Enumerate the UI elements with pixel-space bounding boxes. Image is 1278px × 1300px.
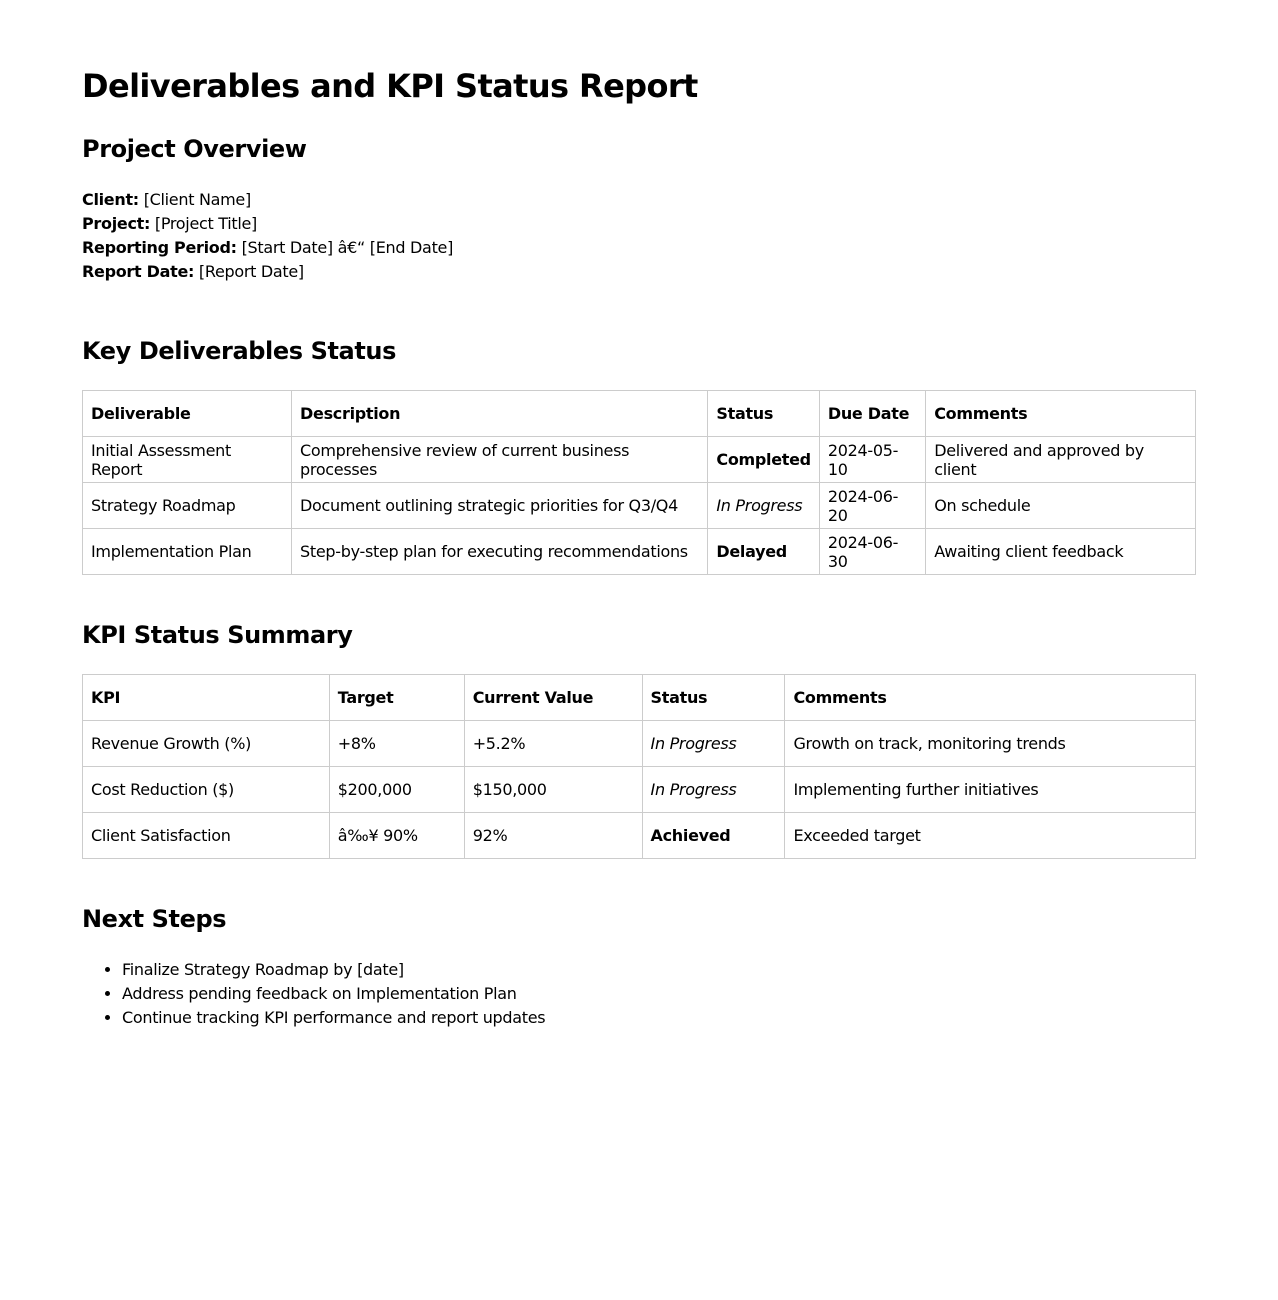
column-header-status: Status [708, 391, 819, 437]
field-value: [Project Title] [154, 214, 257, 233]
cell-comments: Delivered and approved by client [926, 437, 1196, 483]
overview-reporting-period [82, 236, 1196, 260]
column-header-status: Status [642, 675, 785, 721]
list-item: • Address pending feedback on Implementation Plan [122, 982, 1196, 1006]
kpi-table [82, 674, 1196, 859]
next-steps-list [82, 958, 1196, 1030]
cell-deliverable: Initial Assessment Report [83, 437, 292, 483]
table-row [83, 437, 1196, 483]
field-value: [Client Name] [143, 190, 251, 209]
cell-current-value: 92% [464, 813, 642, 859]
overview-client [82, 188, 1196, 212]
section-heading-kpi-summary: KPI Status Summary [82, 621, 353, 649]
cell-comments: Growth on track, monitoring trends [785, 721, 1196, 767]
cell-kpi: Client Satisfaction [83, 813, 330, 859]
cell-kpi: Cost Reduction ($) [83, 767, 330, 813]
cell-comments: Implementing further initiatives [785, 767, 1196, 813]
column-header-due-date: Due Date [819, 391, 925, 437]
table-header-row [83, 675, 1196, 721]
cell-target: +8% [329, 721, 464, 767]
status-badge: In Progress [642, 721, 785, 767]
field-label: Project: [82, 214, 151, 233]
overview-report-date [82, 260, 1196, 284]
cell-description: Comprehensive review of current business processes [292, 437, 708, 483]
cell-description: Document outlining strategic priorities for Q3/Q4 [292, 483, 708, 529]
table-row [83, 813, 1196, 859]
cell-deliverable: Strategy Roadmap [83, 483, 292, 529]
field-label: Report Date: [82, 262, 195, 281]
column-header-deliverable: Deliverable [83, 391, 292, 437]
status-badge: In Progress [642, 767, 785, 813]
section-heading-deliverables: Key Deliverables Status [82, 337, 396, 365]
field-value: [Start Date] â€“ [End Date] [241, 238, 454, 257]
field-label: Client: [82, 190, 139, 209]
column-header-target: Target [329, 675, 464, 721]
cell-current-value: $150,000 [464, 767, 642, 813]
project-overview [82, 188, 1196, 284]
status-badge: Delayed [708, 529, 819, 575]
table-row [83, 767, 1196, 813]
column-header-comments: Comments [785, 675, 1196, 721]
page-title: Deliverables and KPI Status Report [82, 67, 698, 105]
section-heading-next-steps: Next Steps [82, 905, 227, 933]
column-header-kpi: KPI [83, 675, 330, 721]
status-badge: Achieved [642, 813, 785, 859]
cell-comments: On schedule [926, 483, 1196, 529]
section-heading-project-overview: Project Overview [82, 135, 307, 163]
cell-target: â‰¥ 90% [329, 813, 464, 859]
cell-current-value: +5.2% [464, 721, 642, 767]
cell-due-date: 2024-06-30 [819, 529, 925, 575]
table-row [83, 483, 1196, 529]
status-badge: Completed [708, 437, 819, 483]
cell-due-date: 2024-06-20 [819, 483, 925, 529]
cell-due-date: 2024-05-10 [819, 437, 925, 483]
column-header-comments: Comments [926, 391, 1196, 437]
list-item: • Continue tracking KPI performance and report updates [122, 1006, 1196, 1030]
table-row [83, 529, 1196, 575]
column-header-current-value: Current Value [464, 675, 642, 721]
status-badge: In Progress [708, 483, 819, 529]
cell-deliverable: Implementation Plan [83, 529, 292, 575]
list-item: • Finalize Strategy Roadmap by [date] [122, 958, 1196, 982]
field-label: Reporting Period: [82, 238, 237, 257]
column-header-description: Description [292, 391, 708, 437]
overview-project [82, 212, 1196, 236]
cell-comments: Exceeded target [785, 813, 1196, 859]
table-row [83, 721, 1196, 767]
cell-target: $200,000 [329, 767, 464, 813]
cell-kpi: Revenue Growth (%) [83, 721, 330, 767]
table-header-row [83, 391, 1196, 437]
cell-comments: Awaiting client feedback [926, 529, 1196, 575]
deliverables-table [82, 390, 1196, 575]
cell-description: Step-by-step plan for executing recommendations [292, 529, 708, 575]
field-value: [Report Date] [198, 262, 304, 281]
